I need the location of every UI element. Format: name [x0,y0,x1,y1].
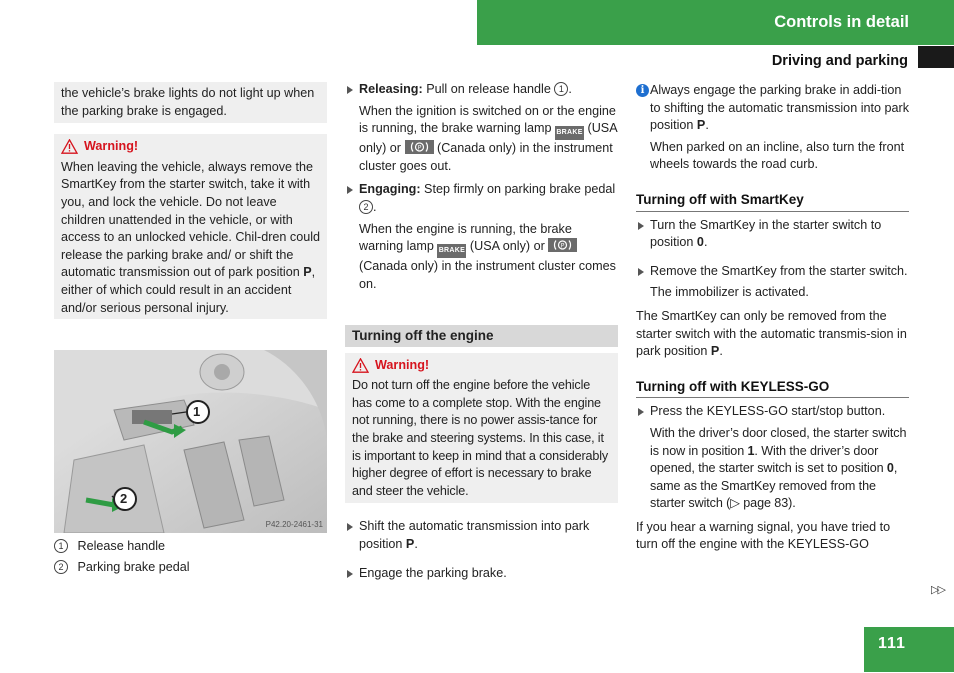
illustration-code: P42.20-2461-31 [265,520,323,529]
smartkey-step-2: Remove the SmartKey from the starter switch. [636,263,909,281]
section-header-bar [477,0,954,45]
thumb-tab [918,46,954,68]
intro-text: the vehicle’s brake lights do not light up when the parking brake is engaged. [61,86,315,118]
keyless-note: With the driver’s door closed, the starter switch is now in position 1. With the driver’s door opened, the starter switch is set to position 0, same as the SmartKey removed from the starter switch (▷ page 83). [650,425,907,511]
column-2 [345,81,618,293]
callout-1: 1 [193,404,201,419]
intro-box [54,82,327,123]
warning-title: Warning! [352,357,612,375]
info-note: i Always engage the parking brake in addi-tion to shifting the automatic transmission into park position P. [636,82,909,135]
parking-brake-illustration [54,350,327,533]
svg-text:P: P [560,242,565,250]
svg-text:P: P [417,144,421,152]
releasing-step: Releasing: Pull on release handle 1 . [345,81,618,99]
warning-title: Warning! [61,138,321,156]
immobilizer-note: The immobilizer is activated. [650,285,809,300]
engaging-note: When the engine is running, the brake warning lamp BRAKE (USA only) or P (Canada only) in the instrument cluster comes on. [359,221,616,291]
subsection-title: Driving and parking [771,53,908,69]
warning-text: When leaving the vehicle, always remove the SmartKey from the starter switch, take it with you, and lock the vehicle. Do not leave children unattended in the vehicle, or with access to an unlocked vehicle. Chil-dren could release the parking brake and/ or shift the automatic transmission out of park position P, either of which could result in an accident and/or serious personal injury. [61,159,321,315]
turning-off-engine-section [345,325,618,582]
page-ref-arrow-icon: ▷ [730,496,740,511]
section-title: Controls in detail [774,13,909,31]
legend-item: 1 Release handle [54,538,327,556]
section-heading-keyless-go: Turning off with KEYLESS-GO [636,378,909,399]
engage-step: Engage the parking brake. [345,565,618,583]
section-heading-smartkey: Turning off with SmartKey [636,191,909,212]
page-number: 111 [864,627,954,672]
parking-brake-lamp-icon [548,238,577,252]
brake-lamp-icon: BRAKE [437,244,466,258]
brake-lamp-icon: BRAKE [555,126,584,140]
column-3 [636,82,909,554]
footwell-drawing [54,350,327,533]
engaging-step: Engaging: Step firmly on parking brake pedal 2 . [345,181,618,216]
section-heading: Turning off the engine [345,325,618,347]
keyless-warning-note: If you hear a warning signal, you have tried to turn off the engine with the KEYLESS-GO [636,519,891,552]
warning-box-engine [345,353,618,504]
smartkey-note: The SmartKey can only be removed from the starter switch with the automatic transmis-sion in park position P. [636,308,907,359]
warning-box-parking [54,134,327,319]
smartkey-step-1: Turn the SmartKey in the starter switch to position 0. [636,217,909,252]
continue-arrows-icon: ▷▷ [931,584,944,596]
column-1 [54,82,327,319]
warning-triangle-icon [61,139,78,154]
legend-item: 2 Parking brake pedal [54,559,327,577]
callout-2: 2 [120,491,128,506]
keyless-step-1: Press the KEYLESS-GO start/stop button. [636,403,909,421]
warning-triangle-icon [352,358,369,373]
figure-legend [54,538,327,576]
releasing-note: When the ignition is switched on or the engine is running, the brake warning lamp BRAKE (USA only) or P (Canada only) in the instrument cluster goes out. [359,103,617,173]
info-icon: i [636,84,649,97]
incline-note: When parked on an incline, also turn the front wheels towards the road curb. [650,139,905,172]
parking-brake-lamp-icon [405,140,434,154]
shift-step: Shift the automatic transmission into park position P. [345,518,618,553]
warning-text: Do not turn off the engine before the vehicle has come to a complete stop. With the engine not running, there is no power assis-tance for the brake and steering systems. In this case, it is important to keep in mind that a considerably higher degree of effort is necessary to brake and steer the vehicle. [352,378,609,498]
